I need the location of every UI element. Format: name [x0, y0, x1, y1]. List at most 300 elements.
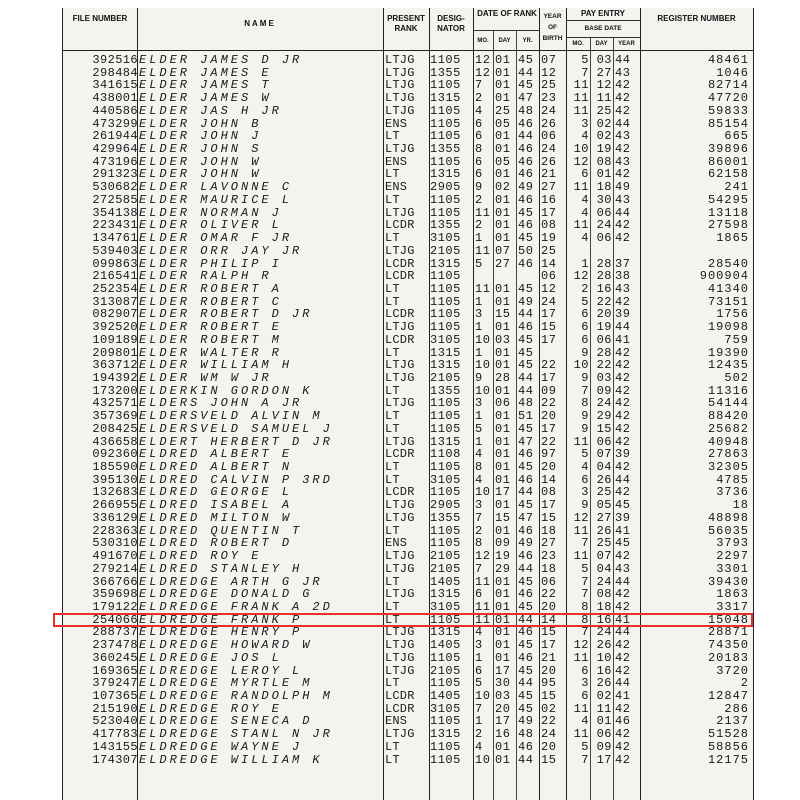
present-rank: LTJG [385, 92, 415, 105]
name: ELDER JOHN J [139, 130, 262, 143]
rank-day: 01 [495, 574, 511, 589]
pay-year: 42 [615, 371, 631, 385]
table-row [63, 168, 753, 181]
pay-day: 25 [596, 103, 612, 118]
table-row [63, 359, 753, 372]
table-row [63, 232, 753, 245]
designator: 3105 [430, 701, 461, 716]
pay-month: 7 [581, 574, 589, 589]
name: ELDRED ISABEL A [139, 499, 293, 512]
present-rank: LTJG [385, 664, 415, 678]
designator: 1405 [430, 689, 461, 703]
pay-month: 5 [581, 561, 589, 576]
present-rank: LT [385, 130, 400, 143]
pay-day: 27 [596, 510, 612, 525]
rank-year: 45 [518, 231, 534, 246]
rank-day: 19 [495, 549, 511, 564]
year-of-birth: 24 [541, 142, 557, 157]
present-rank: LT [385, 613, 400, 627]
year-of-birth: 06 [541, 574, 557, 589]
header-present-rank: PRESENT RANK [387, 14, 425, 33]
table-row [63, 486, 753, 499]
rank-day: 01 [495, 612, 511, 627]
rank-month: 6 [475, 154, 483, 169]
pay-day: 28 [596, 345, 612, 360]
name: ELDREDGE STANL N JR [139, 728, 333, 741]
rank-year: 51 [518, 409, 534, 424]
pay-day: 09 [596, 739, 612, 754]
year-of-birth: 22 [541, 434, 557, 449]
pay-month: 7 [581, 65, 589, 80]
rank-day: 01 [495, 91, 511, 106]
name: ELDERSVELD SAMUEL J [139, 422, 333, 436]
present-rank: LTJG [385, 626, 415, 639]
file-number: 223431 [92, 218, 138, 233]
register-number: 73151 [707, 294, 749, 309]
file-number: 354138 [92, 205, 138, 220]
file-number: 288737 [92, 625, 138, 640]
rank-month: 11 [475, 281, 491, 296]
register-number: 48898 [707, 510, 749, 525]
header-yr: YR. [522, 38, 533, 44]
year-of-birth: 95 [541, 676, 557, 691]
pay-year: 41 [615, 332, 631, 347]
pay-month: 9 [581, 345, 589, 360]
present-rank: LTJG [385, 66, 415, 80]
pay-year: 42 [615, 142, 631, 157]
rank-day: 01 [495, 383, 511, 398]
year-of-birth: 17 [541, 638, 557, 653]
register-number: 19098 [707, 320, 749, 335]
designator: 1105 [430, 307, 461, 322]
designator: 1105 [430, 281, 461, 296]
table-row [63, 194, 753, 207]
header-day: DAY [498, 38, 511, 44]
pay-day: 25 [596, 536, 612, 551]
table-row [63, 499, 753, 512]
pay-month: 11 [573, 103, 589, 118]
pay-month: 5 [581, 294, 589, 309]
rank-day: 01 [495, 320, 511, 335]
rank-month: 5 [475, 256, 483, 271]
pay-day: 06 [596, 332, 612, 347]
register-number: 1865 [716, 231, 749, 246]
file-number: 313087 [92, 294, 138, 309]
pay-year: 44 [615, 472, 631, 487]
rank-year: 45 [518, 689, 534, 703]
year-of-birth: 20 [541, 599, 557, 614]
file-number: 473196 [92, 154, 138, 169]
table-row [63, 334, 753, 347]
year-of-birth: 18 [541, 523, 557, 538]
rank-year: 46 [518, 142, 534, 157]
file-number: 341615 [92, 78, 138, 93]
year-of-birth: 25 [541, 78, 557, 93]
rank-month: 6 [475, 663, 483, 678]
pay-month: 4 [581, 714, 589, 729]
file-number: 395130 [92, 472, 138, 487]
pay-month: 5 [581, 447, 589, 462]
register-number: 54144 [707, 396, 749, 411]
present-rank: LCDR [385, 702, 415, 716]
file-number: 336129 [92, 510, 138, 525]
rank-month: 6 [475, 587, 483, 602]
rank-day: 01 [495, 587, 511, 602]
present-rank: LTJG [385, 550, 415, 563]
rank-month: 1 [475, 294, 483, 309]
rank-month: 8 [475, 142, 483, 157]
header-pay-entry: PAY ENTRY [580, 9, 625, 18]
register-number: 62158 [707, 167, 749, 182]
pay-year: 42 [615, 549, 631, 564]
rank-month: 11 [475, 243, 491, 258]
present-rank: LTJG [385, 104, 415, 118]
rank-year: 48 [518, 727, 534, 742]
name: ELDER NORMAN J [139, 206, 282, 220]
pay-year: 43 [615, 154, 631, 169]
register-number: 15048 [707, 612, 749, 627]
designator: 1315 [430, 727, 461, 742]
pay-day: 06 [596, 434, 612, 449]
rank-month: 7 [475, 510, 483, 525]
pay-month: 5 [581, 739, 589, 754]
rank-month: 6 [475, 167, 483, 182]
rank-year: 47 [518, 510, 534, 525]
table-row [63, 372, 753, 385]
rank-day: 01 [495, 638, 511, 653]
year-of-birth: 20 [541, 663, 557, 678]
year-of-birth: 14 [541, 612, 557, 627]
pay-month: 11 [573, 701, 589, 716]
pay-month: 9 [581, 409, 589, 424]
pay-year: 43 [615, 65, 631, 80]
rank-month: 9 [475, 371, 483, 385]
pay-day: 08 [596, 587, 612, 602]
file-number: 523040 [92, 714, 138, 729]
name: ELDERKIN GORDON K [139, 384, 313, 398]
year-of-birth: 22 [541, 358, 557, 373]
pay-month: 4 [581, 231, 589, 246]
file-number: 132683 [92, 485, 138, 500]
name: ELDER MAURICE L [139, 193, 293, 207]
pay-year: 49 [615, 180, 631, 195]
pay-year: 42 [615, 650, 631, 665]
present-rank: LTJG [385, 359, 415, 372]
rank-month: 1 [475, 409, 483, 424]
designator: 1105 [430, 460, 461, 475]
rank-year: 45 [518, 53, 534, 67]
name: ELDRED ALBERT N [139, 461, 293, 474]
year-of-birth: 12 [541, 281, 557, 296]
pay-month: 8 [581, 599, 589, 614]
rank-month: 10 [475, 689, 491, 703]
file-number: 491670 [92, 549, 138, 564]
file-number: 357369 [92, 409, 138, 424]
year-of-birth: 08 [541, 485, 557, 500]
file-number: 291323 [92, 167, 138, 182]
register-number: 19390 [707, 345, 749, 360]
table-row [63, 258, 753, 271]
rank-month: 9 [475, 180, 483, 195]
rank-year: 45 [518, 460, 534, 475]
year-of-birth: 20 [541, 739, 557, 754]
table-row [63, 181, 753, 194]
rank-year: 46 [518, 650, 534, 665]
pay-day: 24 [596, 218, 612, 233]
file-number: 392520 [92, 320, 138, 335]
designator: 1315 [430, 167, 461, 182]
designator: 1315 [430, 256, 461, 271]
pay-year: 43 [615, 129, 631, 144]
file-number: 432571 [92, 396, 138, 411]
table-row [63, 601, 753, 614]
register-number: 12175 [707, 752, 749, 767]
pay-day: 22 [596, 358, 612, 373]
register-number: 28871 [707, 625, 749, 640]
pay-month: 3 [581, 116, 589, 131]
header-designator: DESIG- NATOR [437, 14, 465, 33]
name: ELDRED QUENTIN T [139, 524, 303, 538]
pay-day: 29 [596, 409, 612, 424]
designator: 1105 [430, 116, 461, 131]
header-date-of-rank: DATE OF RANK [477, 9, 537, 18]
pay-year: 42 [615, 358, 631, 373]
pay-year: 45 [615, 498, 631, 513]
rank-month: 6 [475, 116, 483, 131]
present-rank: LTJG [385, 639, 415, 652]
designator: 1355 [430, 218, 461, 233]
rank-day: 15 [495, 510, 511, 525]
pay-month: 7 [581, 587, 589, 602]
pay-month: 6 [581, 689, 589, 703]
pay-day: 03 [596, 371, 612, 385]
present-rank: LCDR [385, 257, 415, 271]
designator: 1105 [430, 421, 461, 436]
name: ELDER LAVONNE C [139, 181, 293, 194]
present-rank: LT [385, 473, 400, 487]
table-row [63, 639, 753, 652]
pay-month: 11 [573, 91, 589, 106]
name: ELDREDGE DONALD G [139, 588, 313, 601]
designator: 1315 [430, 345, 461, 360]
file-number: 254066 [92, 612, 138, 627]
rank-day: 01 [495, 142, 511, 157]
designator: 2105 [430, 549, 461, 564]
pay-month: 5 [581, 53, 589, 67]
designator: 1105 [430, 78, 461, 93]
year-of-birth: 23 [541, 549, 557, 564]
pay-year: 41 [615, 689, 631, 703]
register-number: 18 [732, 498, 749, 513]
year-of-birth: 18 [541, 561, 557, 576]
rank-year: 46 [518, 167, 534, 182]
designator: 1105 [430, 192, 461, 207]
pay-day: 18 [596, 599, 612, 614]
designator: 2905 [430, 498, 461, 513]
rank-day: 16 [495, 727, 511, 742]
table-row [63, 652, 753, 665]
register-number: 85154 [707, 116, 749, 131]
register-number: 3317 [716, 599, 749, 614]
register-number: 28540 [707, 256, 749, 271]
year-of-birth: 17 [541, 498, 557, 513]
pay-month: 8 [581, 396, 589, 411]
pay-day: 16 [596, 612, 612, 627]
name: ELDREDGE RANDOLPH M [139, 690, 333, 703]
year-of-birth: 20 [541, 409, 557, 424]
pay-month: 11 [573, 434, 589, 449]
header-year-of-birth: YEAR OF BIRTH [542, 13, 563, 42]
rank-day: 07 [495, 243, 511, 258]
year-of-birth: 15 [541, 510, 557, 525]
designator: 1315 [430, 358, 461, 373]
year-of-birth: 17 [541, 307, 557, 322]
rank-year: 45 [518, 345, 534, 360]
year-of-birth: 09 [541, 383, 557, 398]
pay-month: 7 [581, 625, 589, 640]
table-row [63, 219, 753, 232]
name: ELDER ROBERT D JR [139, 308, 313, 321]
table-row [63, 741, 753, 754]
file-number: 417783 [92, 727, 138, 742]
rank-month: 3 [475, 498, 483, 513]
name: ELDREDGE JOS L [139, 651, 282, 665]
rank-month: 11 [475, 599, 491, 614]
pay-year: 42 [615, 485, 631, 500]
designator: 1105 [430, 485, 461, 500]
year-of-birth: 27 [541, 180, 557, 195]
rank-month: 6 [475, 129, 483, 144]
present-rank: ENS [385, 715, 408, 728]
header-rule [63, 50, 753, 51]
register-number: 86001 [707, 154, 749, 169]
name: ELDER JOHN B [139, 117, 262, 131]
designator: 1105 [430, 269, 461, 284]
table-row [63, 105, 753, 118]
rank-day: 01 [495, 281, 511, 296]
pay-year: 44 [615, 116, 631, 131]
year-of-birth: 15 [541, 689, 557, 703]
rank-month: 10 [475, 332, 491, 347]
rank-month: 12 [475, 65, 491, 80]
rank-year: 44 [518, 752, 534, 767]
rank-year: 44 [518, 65, 534, 80]
register-number: 74350 [707, 638, 749, 653]
rank-day: 01 [495, 345, 511, 360]
pay-day: 17 [596, 752, 612, 767]
pay-month: 11 [573, 180, 589, 195]
rank-month: 1 [475, 434, 483, 449]
rank-year: 45 [518, 332, 534, 347]
name: ELDER ROBERT E [139, 321, 282, 334]
rank-month: 2 [475, 523, 483, 538]
pay-day: 27 [596, 65, 612, 80]
pay-year: 45 [615, 536, 631, 551]
name: ELDERS JOHN A JR [139, 397, 303, 410]
register-number: 58856 [707, 739, 749, 754]
pay-month: 7 [581, 536, 589, 551]
register-number: 39430 [707, 574, 749, 589]
file-number: 436658 [92, 434, 138, 449]
pay-year: 42 [615, 78, 631, 93]
file-number: 252354 [92, 281, 138, 296]
rank-day: 29 [495, 561, 511, 576]
file-number: 261944 [92, 129, 138, 144]
register-number: 665 [724, 129, 749, 144]
file-number: 279214 [92, 561, 138, 576]
designator: 1405 [430, 638, 461, 653]
name: ELDREDGE FRANK A 2D [139, 600, 333, 614]
name: ELDER RALPH R [139, 270, 272, 283]
present-rank: ENS [385, 537, 408, 550]
rank-month: 11 [475, 574, 491, 589]
table-row [63, 296, 753, 309]
present-rank: LTJG [385, 651, 415, 665]
rank-day: 15 [495, 307, 511, 322]
table-row [63, 79, 753, 92]
rank-day: 03 [495, 689, 511, 703]
file-number: 194392 [92, 371, 138, 385]
rank-month: 1 [475, 714, 483, 729]
rank-month: 1 [475, 320, 483, 335]
file-number: 107365 [92, 689, 138, 703]
table-row [63, 728, 753, 741]
designator: 3105 [430, 332, 461, 347]
year-of-birth: 17 [541, 332, 557, 347]
file-number: 134761 [92, 231, 138, 246]
pay-day: 22 [596, 294, 612, 309]
rank-year: 44 [518, 485, 534, 500]
rank-month: 8 [475, 460, 483, 475]
rank-month: 7 [475, 701, 483, 716]
rank-month: 4 [475, 739, 483, 754]
present-rank: LCDR [385, 219, 415, 232]
pay-year: 42 [615, 345, 631, 360]
file-number: 173200 [92, 383, 138, 398]
pay-month: 6 [581, 307, 589, 322]
rank-day: 01 [495, 472, 511, 487]
pay-day: 12 [596, 78, 612, 93]
pay-year: 44 [615, 625, 631, 640]
rank-month: 4 [475, 447, 483, 462]
rank-month: 1 [475, 650, 483, 665]
pay-year: 44 [615, 574, 631, 589]
rank-year: 46 [518, 587, 534, 602]
rank-month: 3 [475, 396, 483, 411]
rank-year: 49 [518, 714, 534, 729]
pay-year: 38 [615, 269, 631, 284]
pay-day: 28 [596, 269, 612, 284]
rank-day: 06 [495, 396, 511, 411]
register-number: 20183 [707, 650, 749, 665]
designator: 1108 [430, 447, 461, 462]
name: ELDREDGE ROY E [139, 702, 282, 716]
rank-year: 47 [518, 434, 534, 449]
pay-year: 42 [615, 727, 631, 742]
subheader-rule [473, 30, 539, 31]
pay-day: 01 [596, 714, 612, 729]
pay-year: 39 [615, 307, 631, 322]
table-row [63, 423, 753, 436]
designator: 1355 [430, 65, 461, 80]
name: ELDER JAMES E [139, 66, 272, 80]
file-number: 440586 [92, 103, 138, 118]
name: ELDER JAMES T [139, 79, 272, 92]
name: ELDRED ROBERT D [139, 537, 293, 550]
pay-day: 04 [596, 561, 612, 576]
rank-day: 01 [495, 192, 511, 207]
designator: 1315 [430, 434, 461, 449]
